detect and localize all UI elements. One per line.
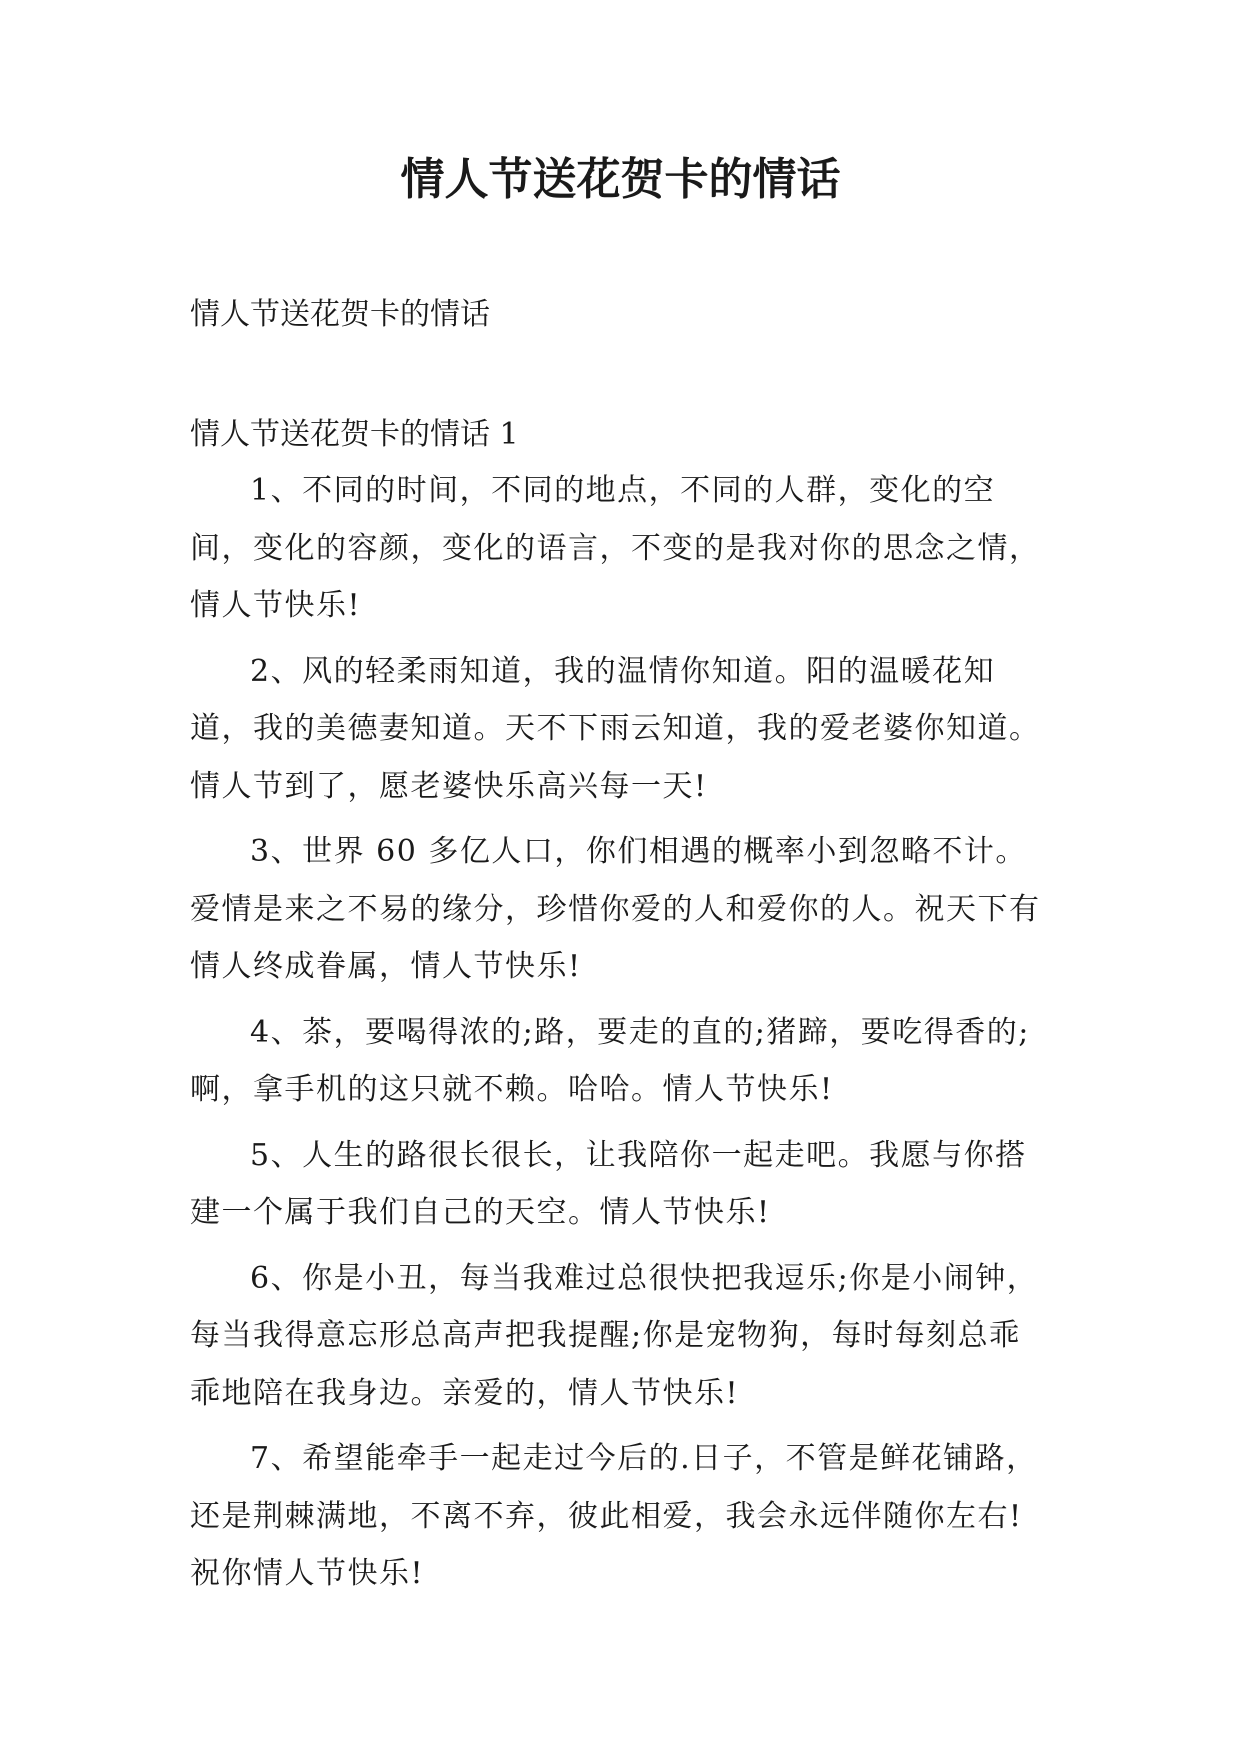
paragraph: 5、人生的路很长很长，让我陪你一起走吧。我愿与你搭建一个属于我们自己的天空。情人节快乐! (190, 1137, 1027, 1230)
document-body (190, 462, 1050, 1611)
document-title: 情人节送花贺卡的情话 (400, 154, 841, 205)
paragraph: 6、你是小丑，每当我难过总很快把我逗乐;你是小闹钟，每当我得意忘形总高声把我提醒;你是宠物狗，每时每刻总乖乖地陪在我身边。亲爱的，情人节快乐! (190, 1260, 1039, 1411)
paragraph: 7、希望能牵手一起走过今后的.日子，不管是鲜花铺路，还是荆棘满地，不离不弃，彼此相爱，我会永远伴随你左右!祝你情人节快乐! (190, 1441, 1038, 1591)
paragraph: 2、风的轻柔雨知道，我的温情你知道。阳的温暖花知道，我的美德妻知道。天不下雨云知道，我的爱老婆你知道。情人节到了，愿老婆快乐高兴每一天! (190, 653, 1041, 804)
paragraph: 4、茶，要喝得浓的;路，要走的直的;猪蹄，要吃得香的;啊，拿手机的这只就不赖。哈哈。情人节快乐! (190, 1014, 1030, 1107)
paragraph: 3、世界 60 多亿人口，你们相遇的概率小到忽略不计。爱情是来之不易的缘分，珍惜你爱的人和爱你的人。祝天下有情人终成眷属，情人节快乐! (190, 834, 1041, 984)
document-subtitle: 情人节送花贺卡的情话 (190, 297, 490, 332)
section-heading: 情人节送花贺卡的情话 1 (190, 417, 519, 452)
paragraph: 1、不同的时间，不同的地点，不同的人群，变化的空间，变化的容颜，变化的语言，不变的是我对你的思念之情，情人节快乐! (190, 473, 1041, 623)
